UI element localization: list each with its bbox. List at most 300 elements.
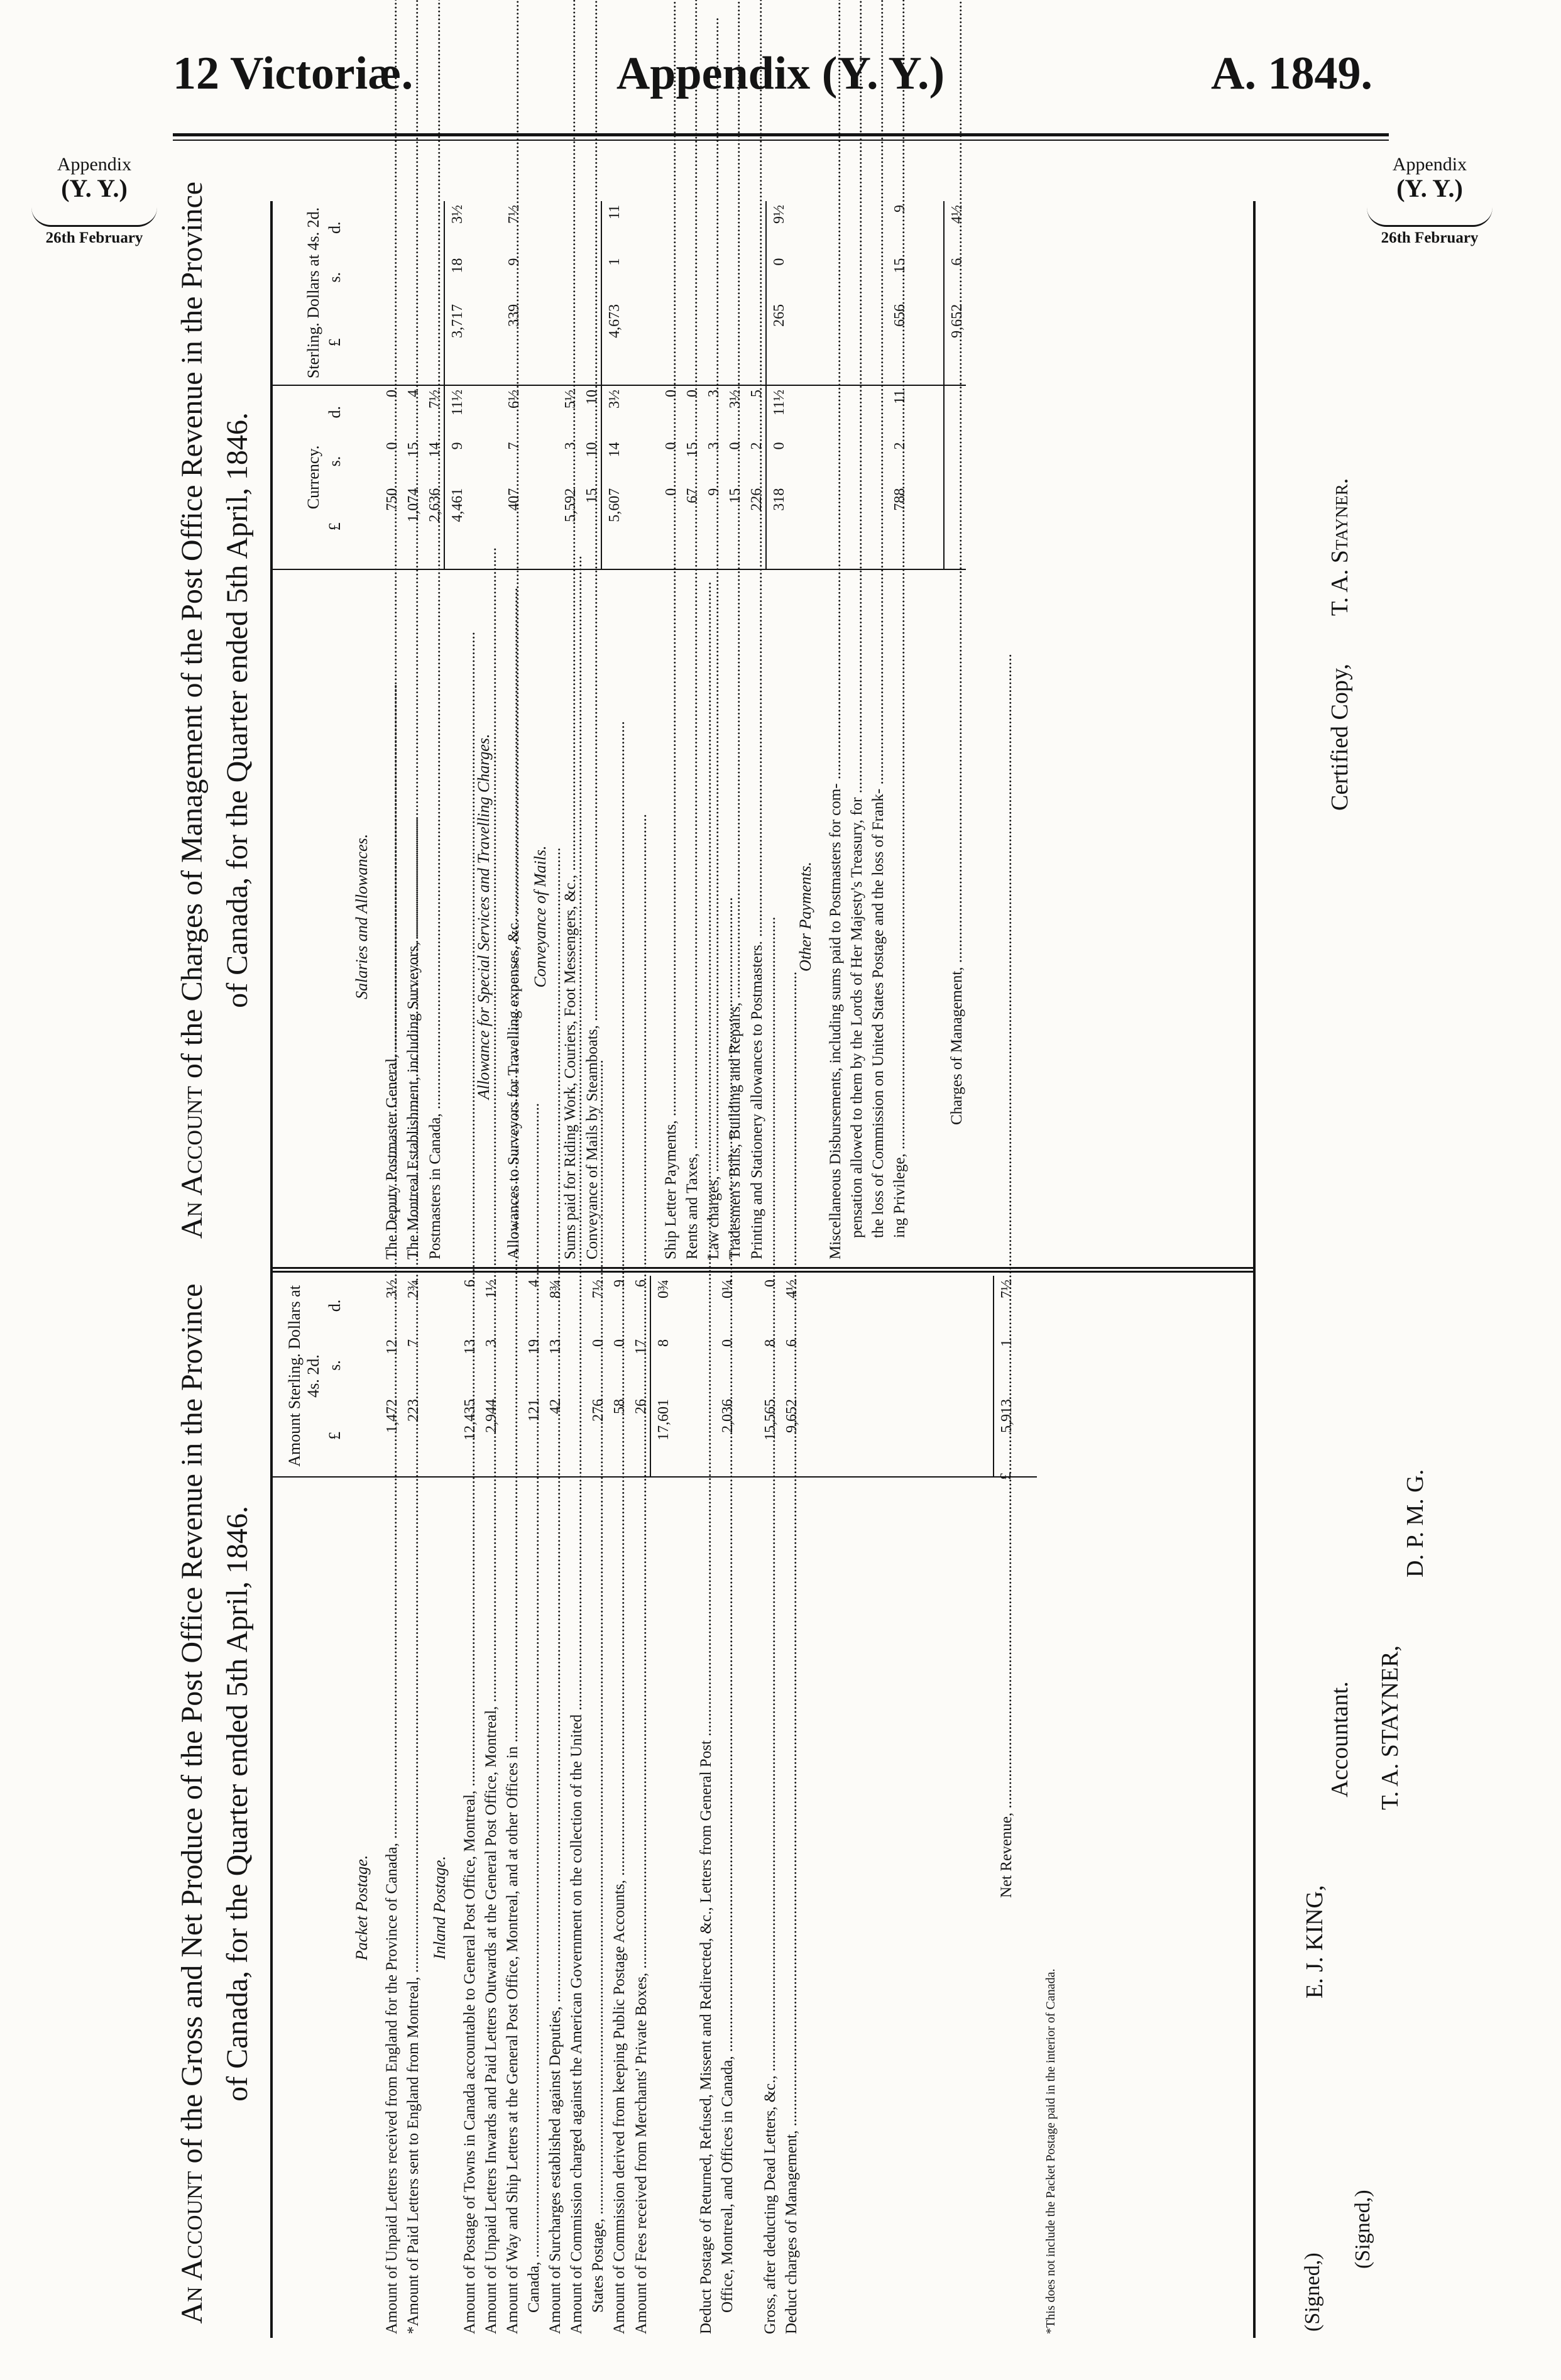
subtotal-row (650, 1276, 672, 2338)
gross-row (758, 1276, 779, 2338)
row-description (579, 569, 601, 1263)
currency-pence: 4 (405, 390, 422, 397)
spacer (972, 1477, 994, 2338)
table-row (522, 1276, 543, 2338)
table-row (887, 201, 909, 1263)
table-row (558, 201, 579, 1263)
currency-pence: 5 (748, 390, 765, 397)
spacer (886, 1276, 907, 1477)
sterling-pounds: 9,652 (944, 300, 966, 385)
sterling-pence: 9 (892, 205, 908, 212)
amount-pounds: 42 (543, 1395, 564, 1477)
amount-shillings: 7 (405, 1339, 422, 1347)
section-heading: Other Payments. (796, 862, 814, 972)
table-row (479, 1276, 500, 2338)
spacer (886, 1477, 907, 2338)
row-description-text: Amount of Surcharges established against Deputies, ..... (547, 848, 564, 2334)
row-description-text: Conveyance of Mails by Steamboats, ..... (584, 0, 601, 1259)
spacer (672, 1477, 694, 2338)
spacer (1016, 1276, 1037, 1477)
amount-pence: 0¾ (650, 1276, 672, 1335)
row-description-text: Postmasters in Canada, ..... (427, 0, 444, 1259)
header-rule-thick (173, 133, 1389, 136)
signature-role-1: Accountant. (1327, 1681, 1353, 1797)
row-description (694, 1477, 715, 2338)
spacer (672, 1276, 694, 1477)
currency-shillings: 15 (684, 442, 701, 458)
spacer (950, 1477, 972, 2338)
section-heading-row (909, 201, 944, 1263)
row-description (659, 569, 680, 1263)
amount-shillings: 0 (611, 1339, 628, 1347)
row-description (650, 1477, 672, 2338)
spacer-row (801, 1276, 822, 2338)
currency-shillings: 0 (663, 442, 679, 450)
table-row (500, 1276, 522, 2338)
unit-pound: £ (323, 300, 344, 385)
section-heading-row (466, 201, 501, 1263)
currency-pounds: 407 (501, 485, 523, 569)
currency-pounds: 2,636 (422, 485, 444, 569)
currency-shillings: 3 (706, 442, 722, 450)
row-description-text: Amount of Postage of Towns in Canada accountable to General Post Office, Montreal, ..... (461, 632, 478, 2334)
currency-shillings: 0 (727, 442, 743, 450)
amount-pence: 3½ (384, 1279, 400, 1298)
row-description-text: Tradesmen's Bills, Building and Repairs, ..... (726, 0, 743, 1259)
sterling-pounds: 656 (887, 300, 909, 385)
spacer-row (972, 1276, 994, 2338)
row-description-text: States Postage, ..... (589, 1060, 606, 2313)
currency-pounds: 1,074 (401, 485, 422, 569)
spacer (865, 1276, 886, 1477)
row-description (866, 569, 887, 1263)
deduct-returned-row (715, 1276, 737, 2338)
spacer (909, 385, 944, 569)
amount-shillings: 3 (483, 1339, 500, 1347)
signature-name-1: E. J. KING, (1301, 1885, 1328, 1999)
amount-pounds: 223 (401, 1395, 422, 1477)
sterling-pence: 3½ (444, 201, 466, 255)
sterling-shillings: 18 (444, 255, 466, 300)
margin-appendix-code: (Y. Y.) (1396, 174, 1463, 202)
currency-pence: 3½ (601, 385, 623, 439)
row-description (701, 569, 723, 1263)
amount-pounds: 58 (607, 1395, 628, 1477)
header-rule-thin (173, 140, 1389, 141)
net-revenue-unit: £ (998, 1472, 1014, 1480)
table-row (401, 1276, 422, 2338)
amount-pence: 0¼ (720, 1279, 736, 1298)
margin-appendix-label: Appendix (57, 154, 132, 175)
table-row (564, 1276, 586, 2338)
row-description (457, 1477, 479, 2338)
amount-pence: 7½ (994, 1276, 1016, 1335)
row-description (479, 1477, 500, 2338)
spacer (737, 1477, 758, 2338)
amount-pounds: 121 (522, 1395, 543, 1477)
sterling-pence: 9½ (766, 201, 788, 255)
signature-role-2: D. P. M. G. (1402, 1469, 1428, 1577)
table-row (501, 201, 523, 1263)
amount-shillings: 1 (994, 1335, 1016, 1395)
row-description (823, 569, 845, 1263)
row-description-text: Amount of Unpaid Letters Inwards and Paid Letters Outwards at the General Post Office, Montreal, ..... (483, 547, 500, 2334)
table-row (579, 201, 601, 1263)
section-heading-row (344, 1276, 380, 2338)
sterling-pounds: 3,717 (444, 300, 466, 385)
row-description (558, 569, 579, 1263)
unit-pence: d. (326, 406, 344, 419)
row-description-text: Sums paid for Riding Work, Couriers, Foot Messengers, &c., ..... (562, 0, 579, 1259)
spacer (950, 1276, 972, 1477)
amount-shillings: 13 (547, 1339, 564, 1354)
header-appendix: Appendix (Y. Y.) (616, 48, 945, 99)
row-description-text: the loss of Commission on United States Postage and the loss of Frank- ..... (870, 0, 887, 1238)
row-description (766, 569, 788, 1263)
amount-shillings: 0 (590, 1339, 606, 1347)
table-row (694, 1276, 715, 2338)
spacer (801, 1477, 822, 2338)
spacer (344, 1276, 380, 1477)
amount-pence: 1½ (483, 1279, 500, 1298)
section-heading (623, 569, 659, 1263)
currency-pounds: 67 (680, 485, 701, 569)
certified-copy-name: T. A. Stayner. (1327, 478, 1353, 616)
row-description (680, 569, 701, 1263)
row-description (501, 569, 523, 1263)
row-description-text: The Deputy Postmaster General, ..... (383, 0, 400, 1259)
currency-pence: 0 (663, 390, 679, 397)
signed-label-2: (Signed,) (1351, 2190, 1374, 2269)
row-description (422, 569, 444, 1263)
row-description (401, 569, 422, 1263)
table-row (628, 1276, 650, 2338)
row-description (628, 1477, 650, 2338)
currency-pounds: 9 (701, 485, 723, 569)
row-description-text: The Montreal Establishment, including Surveyors, ..... (405, 0, 422, 1259)
table-row (845, 201, 866, 1263)
spacer (907, 1477, 929, 2338)
currency-pence: 0 (384, 390, 400, 397)
row-description (601, 569, 623, 1263)
section-heading-row (788, 201, 823, 1263)
row-description-text: Amount of Unpaid Letters received from England for the Province of Canada, ..... (383, 684, 400, 2334)
currency-shillings: 10 (584, 442, 600, 458)
deduct-management-row (779, 1276, 801, 2338)
table-row (701, 201, 723, 1263)
spacer-row (950, 1276, 972, 2338)
amount-pounds: 2,036 (715, 1395, 737, 1477)
spacer (843, 1477, 865, 2338)
unit-pence: d. (326, 221, 344, 234)
row-description-text: Ship Letter Payments, ..... (662, 0, 679, 1259)
amount-pounds: 17,601 (650, 1395, 672, 1477)
table-row (457, 1276, 479, 2338)
amount-pence: 8¾ (547, 1279, 564, 1298)
amount-pence: 7½ (590, 1279, 606, 1298)
amount-pounds: 276 (586, 1395, 607, 1477)
row-description-text: Amount of Commission derived from keeping Public Postage Accounts, ..... (611, 721, 628, 2334)
table-row (401, 201, 422, 1263)
row-description (944, 569, 966, 1263)
amount-pounds: 26 (628, 1395, 650, 1477)
row-description (607, 1477, 628, 2338)
amount-pounds: 12,435 (457, 1395, 479, 1477)
spacer (1016, 1477, 1037, 2338)
amount-pounds: 1,472 (380, 1395, 401, 1477)
spacer (344, 385, 380, 569)
unit-shilling: s. (326, 456, 344, 467)
sterling-pence: 7½ (506, 205, 522, 224)
margin-brace (31, 207, 157, 227)
row-description (758, 1477, 779, 2338)
sterling-col-header: Sterling. Dollars at 4s. 2d. (273, 201, 323, 385)
section-heading-row (422, 1276, 457, 2338)
spacer (788, 201, 823, 385)
table-row (380, 201, 401, 1263)
currency-pounds: 15 (723, 485, 744, 569)
section-heading-row (623, 201, 659, 1263)
spacer (972, 1276, 994, 1477)
row-description (715, 1477, 737, 2338)
row-description-text: Canada, ..... (525, 1103, 542, 2313)
currency-shillings: 0 (384, 442, 400, 450)
currency-shillings: 3 (562, 442, 579, 450)
spacer-row (929, 1276, 950, 2338)
row-description-text: *Amount of Paid Letters sent to England from Montreal, ..... (405, 818, 422, 2334)
currency-pounds: 0 (659, 485, 680, 569)
currency-shillings: 2 (748, 442, 765, 450)
spacer (929, 1276, 950, 1477)
spacer (523, 201, 558, 385)
row-description (994, 1472, 1016, 2338)
spacer (466, 201, 501, 385)
row-description (564, 1477, 586, 2338)
table-row (586, 1276, 607, 2338)
spacer (909, 201, 944, 385)
unit-pound: £ (323, 485, 344, 569)
row-description (586, 1477, 607, 2338)
table-double-rule (273, 1267, 1253, 1273)
currency-pence: 10 (584, 390, 600, 405)
spacer (737, 1276, 758, 1477)
currency-pence: 0 (684, 390, 701, 397)
spacer (466, 385, 501, 569)
table-row (422, 201, 444, 1263)
currency-pence: 11½ (766, 385, 788, 439)
row-description-text: Rents and Taxes, ..... (684, 0, 701, 1259)
amount-pounds: 2,944 (479, 1395, 500, 1477)
margin-date: 26th February (45, 229, 143, 246)
row-description (887, 569, 909, 1263)
table-row (823, 201, 845, 1263)
table-row (380, 1276, 401, 2338)
signature-name-2: T. A. STAYNER, (1377, 1645, 1403, 1810)
amount-shillings: 8 (650, 1335, 672, 1395)
spacer-row (886, 1276, 907, 2338)
spacer (623, 201, 659, 385)
amount-pence: 6 (633, 1279, 649, 1287)
unit-pound: £ (323, 1395, 344, 1477)
currency-shillings: 15 (405, 442, 422, 458)
row-description-text: Amount of Fees received from Merchants' Private Boxes, ..... (633, 814, 650, 2334)
charges-account-title: An Account of the Charges of Management of the Post Office Revenue in the Province of Canada, for the Quarter ended 5th April, 1846. (175, 181, 254, 1239)
sterling-pounds: 265 (766, 300, 788, 385)
footnote: *This does not include the Packet Postage paid in the interior of Canada. (1044, 1968, 1058, 2334)
header-session: 12 Victoriæ. (173, 48, 414, 99)
currency-shillings: 0 (766, 439, 788, 485)
row-description-text: Deduct charges of Management, ..... (783, 972, 800, 2334)
header-year: A. 1849. (1211, 48, 1372, 99)
sterling-pounds: 339 (501, 300, 523, 385)
spacer (801, 1276, 822, 1477)
spacer (788, 385, 823, 569)
amount-pence: 9 (611, 1279, 628, 1287)
table-row (866, 201, 887, 1263)
currency-pence: 3 (706, 390, 722, 397)
currency-shillings: 14 (601, 439, 623, 485)
footnote-row (1037, 1276, 1058, 2338)
amount-pence: 2¾ (405, 1279, 422, 1298)
sterling-shillings: 9 (506, 258, 522, 266)
amount-pounds: 15,565 (758, 1395, 779, 1477)
table-row (680, 201, 701, 1263)
sterling-shillings: 0 (766, 255, 788, 300)
sterling-shillings: 6 (944, 255, 966, 300)
unit-shilling: s. (326, 271, 344, 283)
row-description (779, 1477, 801, 2338)
currency-col-header: Currency. (273, 385, 323, 569)
amount-shillings: 19 (526, 1339, 542, 1354)
row-description (543, 1477, 564, 2338)
sterling-shillings: 15 (892, 258, 908, 273)
currency-pounds: 4,461 (444, 485, 466, 569)
signed-label-1: (Signed,) (1301, 2252, 1324, 2332)
row-description (845, 569, 866, 1263)
row-description-text: Office, Montreal, and Offices in Canada, ..... (719, 897, 736, 2313)
currency-pence: 11 (892, 390, 908, 405)
spacer (822, 1477, 843, 2338)
spacer-row (822, 1276, 843, 2338)
table-row (744, 201, 766, 1263)
amount-pounds: 9,652 (779, 1395, 801, 1477)
spacer-row (907, 1276, 929, 2338)
spacer-row (1016, 1276, 1037, 2338)
accounts-table (270, 201, 1256, 2338)
sterling-shillings: 1 (601, 255, 623, 300)
row-description (380, 1477, 401, 2338)
currency-pounds: 226 (744, 485, 766, 569)
row-description-text: Gross, after deducting Dead Letters, &c., ..... (762, 917, 779, 2334)
net-revenue-row (994, 1276, 1016, 2338)
row-description-text: Law charges, ..... (705, 17, 722, 1259)
row-description-text: Amount of Commission charged against the American Government on the collection of the United ..... (568, 556, 585, 2334)
spacer (822, 1276, 843, 1477)
sterling-pence: 4½ (944, 201, 966, 255)
section-heading (909, 569, 944, 1263)
table-row (607, 1276, 628, 2338)
section-heading: Inland Postage. (430, 1856, 449, 1960)
margin-appendix-code: (Y. Y.) (61, 174, 128, 202)
charges-total-label: Charges of Management, ..... (948, 0, 965, 1125)
amount-pence: 4 (526, 1279, 542, 1287)
amount-shillings: 6 (784, 1339, 800, 1347)
unit-pence: d. (326, 1299, 344, 1312)
currency-pence: 7½ (427, 390, 443, 409)
section-heading: Salaries and Allowances. (353, 833, 371, 1000)
table-row (659, 201, 680, 1263)
amount-shillings: 8 (762, 1339, 779, 1347)
section-heading: Packet Postage. (353, 1855, 371, 1961)
row-description-text: ing Privilege, ..... (891, 0, 908, 1238)
spacer (523, 385, 558, 569)
row-description-text: Deduct Postage of Returned, Refused, Missent and Redirected, &c., Letters from General Post ..... (698, 581, 715, 2334)
currency-pence: 3½ (727, 390, 743, 409)
certified-copy-label: Certified Copy, (1327, 664, 1353, 811)
row-description (723, 569, 744, 1263)
row-description (380, 569, 401, 1263)
row-description (522, 1477, 543, 2338)
spacer (907, 1276, 929, 1477)
amount-shillings: 13 (462, 1339, 478, 1354)
amount-pence: 0 (762, 1279, 779, 1287)
table-row (723, 201, 744, 1263)
spacer-row (843, 1276, 865, 2338)
gross-account-table (273, 1276, 1058, 2338)
spacer-row (737, 1276, 758, 2338)
row-description (500, 1477, 522, 2338)
currency-pounds: 788 (887, 485, 909, 569)
subtotal-row (766, 201, 788, 1263)
amount-shillings: 12 (384, 1339, 400, 1354)
row-description (444, 569, 466, 1263)
net-revenue-label: Net Revenue, ..... (998, 654, 1015, 1898)
currency-shillings: 9 (444, 439, 466, 485)
currency-shillings: 7 (506, 442, 522, 450)
currency-pounds: 15 (579, 485, 601, 569)
spacer (623, 385, 659, 569)
currency-shillings: 14 (427, 442, 443, 458)
spacer (929, 1477, 950, 2338)
unit-shilling: s. (326, 1360, 344, 1371)
section-heading: Conveyance of Mails. (531, 845, 549, 988)
spacer (422, 1276, 457, 1477)
row-description (744, 569, 766, 1263)
margin-date: 26th February (1381, 229, 1479, 246)
amount-pence: 4½ (784, 1279, 800, 1298)
row-description-text: Amount of Way and Ship Letters at the General Post Office, Montreal, and at other Offices in ..... (504, 588, 521, 2334)
currency-pence: 5½ (562, 390, 579, 409)
spacer-row (865, 1276, 886, 2338)
currency-pence: 11½ (444, 385, 466, 439)
sterling-pence: 11 (601, 201, 623, 255)
currency-shillings: 2 (892, 442, 908, 450)
row-description (401, 1477, 422, 2338)
charges-account-table (273, 201, 966, 1263)
subtotal-row (444, 201, 466, 1263)
amount-shillings: 17 (633, 1339, 649, 1354)
row-description-text: pensation allowed to them by the Lords of Her Majesty's Treasury, for ..... (848, 0, 865, 1238)
amount-shillings: 0 (720, 1339, 736, 1347)
row-description-text: Allowances to Surveyors for Travelling expenses, &c. ..... (505, 0, 522, 1259)
currency-pounds: 750 (380, 485, 401, 569)
table-row (543, 1276, 564, 2338)
section-heading-row (344, 201, 380, 1263)
gross-col-header: Amount Sterling. Dollars at 4s. 2d. (273, 1276, 323, 1477)
margin-appendix-label: Appendix (1392, 154, 1467, 175)
amount-pounds: 5,913 (994, 1395, 1016, 1477)
section-heading-row (523, 201, 558, 1263)
